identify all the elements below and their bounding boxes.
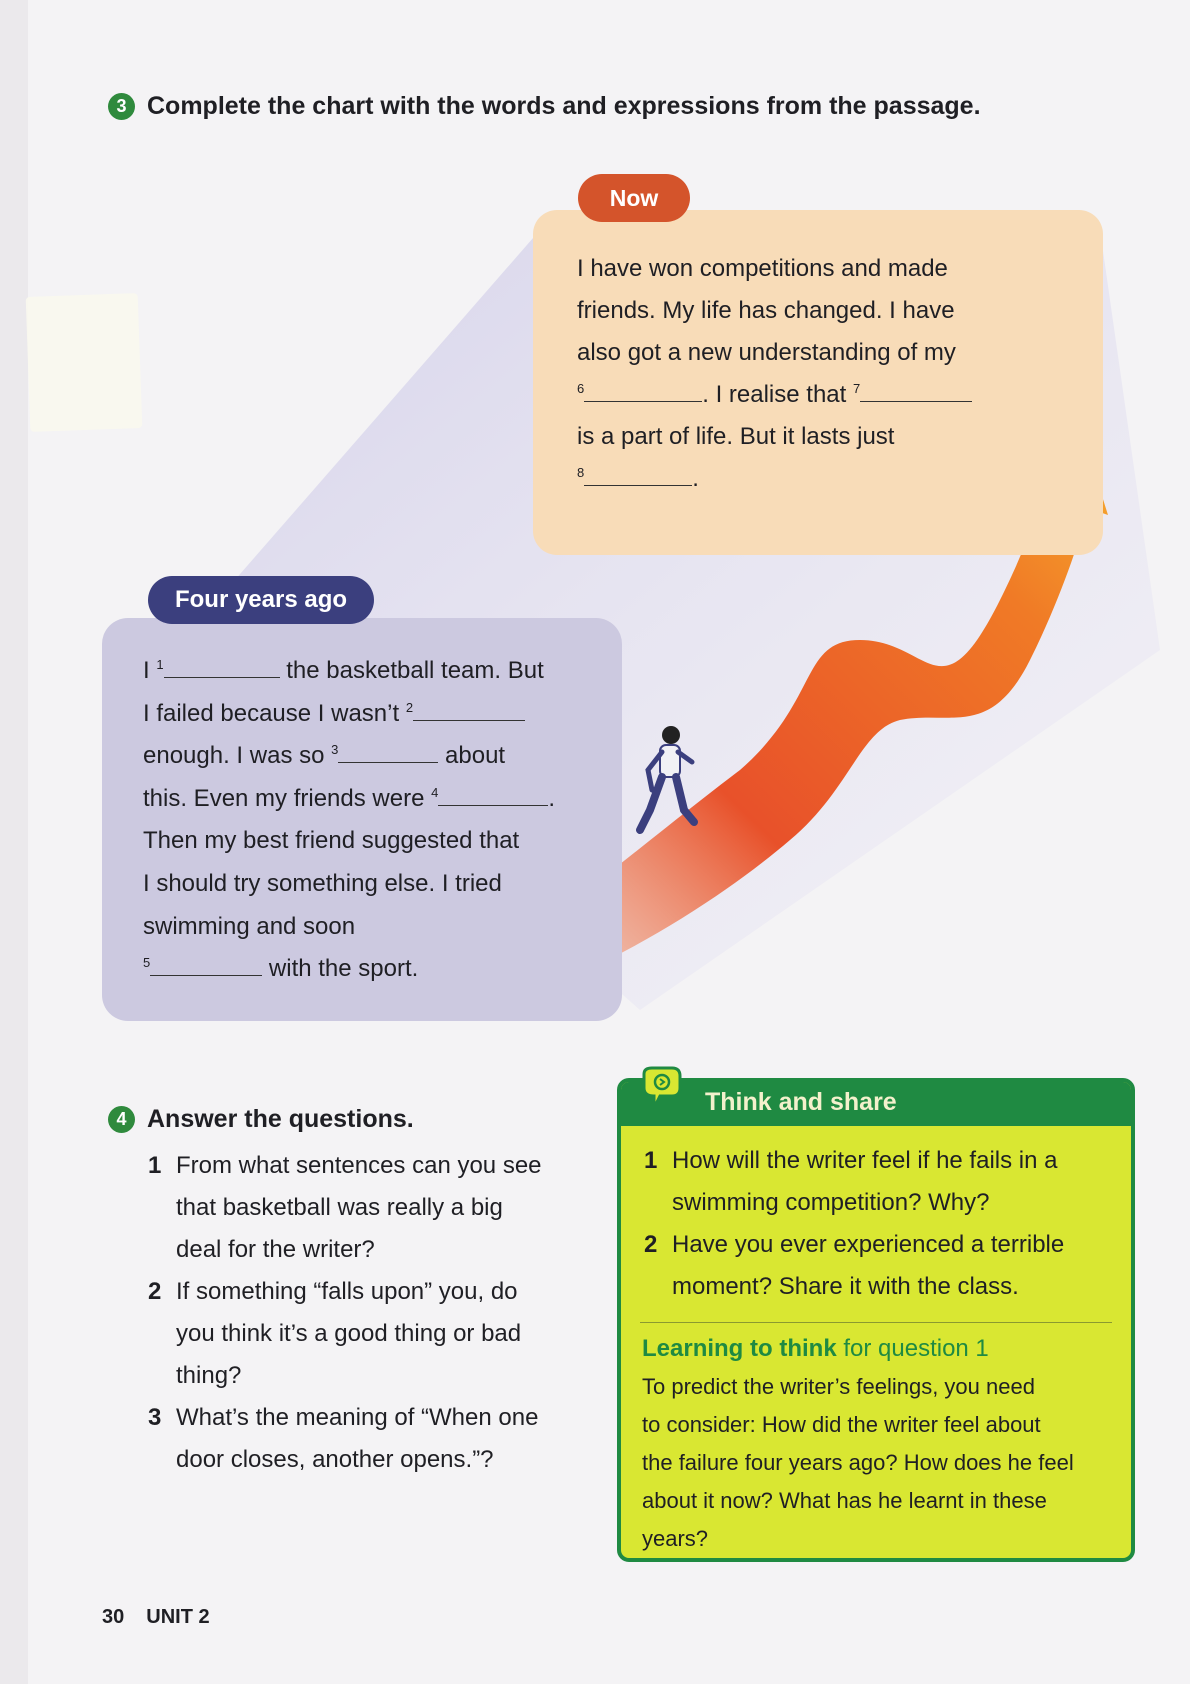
fya-line-2-text: I failed because I wasn’t [143,699,400,727]
question-number: 1 [148,1152,162,1179]
blank-8[interactable] [584,467,692,486]
fya-line-5: Then my best friend suggested that [143,827,520,855]
now-line-4 [577,374,1017,416]
now-line-1: I have won competitions and made [577,255,948,282]
fya-line-2 [143,693,613,736]
question-line: you think it’s a good thing or bad [176,1320,522,1347]
exercise-4-questions [148,1145,608,1481]
now-line-6-end: . [692,465,699,492]
ts-question-number: 2 [644,1231,658,1258]
exercise-4-number: 4 [108,1106,135,1133]
fya-line-8 [143,948,613,991]
learning-line: to consider: How did the writer feel about [642,1412,1041,1437]
now-line-2: friends. My life has changed. I have [577,297,955,324]
learning-line: the failure four years ago? How does he feel [642,1450,1074,1475]
now-line-6 [577,458,1017,500]
blank-2[interactable] [413,702,525,721]
ts-question-line: Have you ever experienced a terrible [672,1231,1065,1258]
now-passage [577,248,1017,500]
blank-3[interactable] [338,744,438,763]
now-line-4-text: . I realise that [702,381,847,408]
unit-label: UNIT 2 [146,1606,210,1628]
blank-4[interactable] [438,787,548,806]
ts-question-item [644,1224,1114,1308]
question-line: From what sentences can you see [176,1152,542,1179]
question-number: 3 [148,1404,162,1431]
exercise-4-heading [108,1105,414,1134]
fya-line-3-end: about [445,742,506,770]
fya-line-1-end: the basketball team. But [286,657,544,684]
question-line: door closes, another opens.”? [176,1446,494,1473]
page-number: 30 [102,1606,125,1628]
question-line: deal for the writer? [176,1236,375,1263]
question-line: What’s the meaning of “When one [176,1404,539,1431]
learning-to-think [642,1330,1112,1558]
exercise-4-instruction: Answer the questions. [147,1105,414,1133]
fya-line-3 [143,735,613,778]
question-item [148,1397,608,1481]
think-and-share-divider [640,1322,1112,1323]
ts-question-line: moment? Share it with the class. [672,1273,1019,1300]
fya-line-1 [143,650,613,693]
question-line: that basketball was really a big [176,1194,503,1221]
learning-to-think-heading [642,1330,1112,1368]
blank-6[interactable] [584,383,702,402]
learning-to-think-bold: Learning to think [642,1335,837,1362]
fya-line-3-start: enough. I was so [143,742,325,770]
question-line: If something “falls upon” you, do [176,1278,518,1305]
fya-line-4 [143,778,613,821]
fya-line-4-end: . [548,784,556,812]
blank-number-8: 8 [577,465,585,480]
now-tag: Now [578,174,690,222]
exercise-3-instruction: Complete the chart with the words and expressions from the passage. [147,92,981,120]
blank-number-6: 6 [577,381,585,396]
think-and-share-title: Think and share [705,1088,897,1116]
fya-line-4-start: this. Even my friends were [143,784,425,812]
blank-number-7: 7 [852,381,861,396]
page-footer [102,1606,232,1629]
blank-number-2: 2 [405,699,414,715]
blank-number-3: 3 [331,742,339,758]
now-line-5: is a part of life. But it lasts just [577,423,895,450]
learning-line: about it now? What has he learnt in these [642,1488,1047,1513]
exercise-3-number: 3 [108,93,135,120]
learning-line: years? [642,1526,709,1551]
question-number: 2 [148,1278,162,1305]
question-item [148,1145,608,1271]
question-line: thing? [176,1362,242,1389]
blank-number-5: 5 [143,955,151,971]
ts-question-line: swimming competition? Why? [672,1189,990,1216]
four-years-ago-passage [143,650,613,991]
blank-1[interactable] [164,659,280,678]
ts-question-item [644,1140,1114,1224]
speech-bubble-icon [636,1064,688,1116]
blank-number-1: 1 [156,657,164,672]
ts-question-line: How will the writer feel if he fails in a [672,1147,1058,1174]
fya-line-8-end: with the sport. [268,955,419,983]
fya-line-1-start: I [143,657,150,684]
think-and-share-questions [644,1140,1114,1308]
blank-7[interactable] [860,383,972,402]
learning-line: To predict the writer’s feelings, you need [642,1374,1035,1399]
blank-5[interactable] [150,957,262,976]
blank-number-4: 4 [431,784,439,800]
four-years-ago-tag: Four years ago [148,576,374,624]
learning-to-think-rest: for question 1 [843,1335,989,1362]
fya-line-7: swimming and soon [143,912,356,940]
question-item [148,1271,608,1397]
now-line-3: also got a new understanding of my [577,339,956,366]
ts-question-number: 1 [644,1147,658,1174]
fya-line-6: I should try something else. I tried [143,869,502,897]
